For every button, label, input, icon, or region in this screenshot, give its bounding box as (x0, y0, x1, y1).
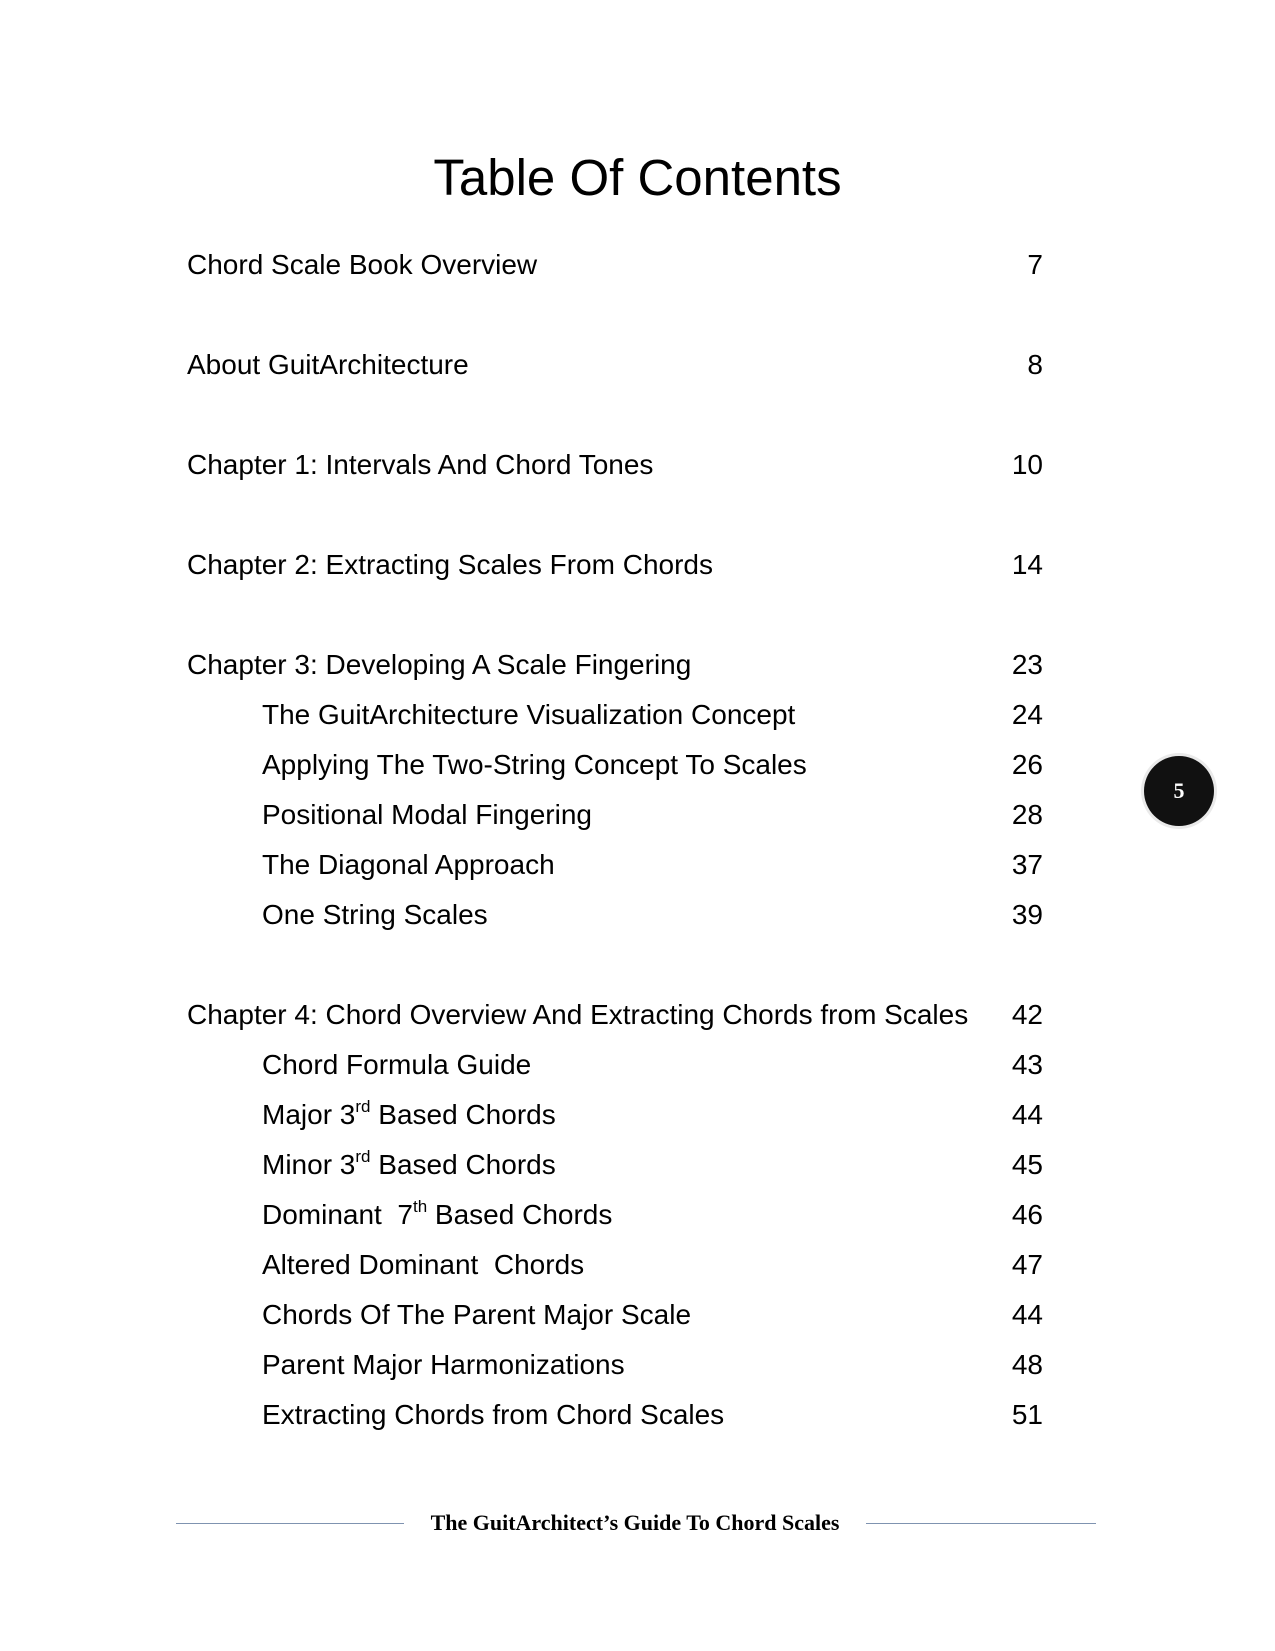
toc-subentry[interactable] (187, 1340, 1043, 1390)
title-text: Major 3 (262, 1099, 356, 1130)
toc-entry-page: 14 (1011, 549, 1043, 580)
toc-entry-chapter-4[interactable] (187, 990, 1043, 1040)
title-text: Minor 3 (262, 1149, 356, 1180)
ordinal-suffix: rd (355, 1097, 371, 1116)
toc-entry-title: The Diagonal Approach (262, 849, 555, 880)
toc-entry-chapter-3[interactable] (187, 640, 1043, 690)
page-title: Table Of Contents (433, 149, 842, 206)
toc-entry-title: Chord Scale Book Overview (187, 249, 538, 280)
title-text: Based Chords (370, 1149, 556, 1180)
toc-entry-page: 23 (1011, 649, 1043, 680)
toc-entry-title: One String Scales (262, 899, 488, 930)
page-number-badge: 5 (1144, 756, 1214, 826)
toc-entry-page: 48 (1011, 1349, 1043, 1380)
toc-entry-book-overview[interactable] (187, 240, 1043, 290)
toc-entry-title: Chapter 1: Intervals And Chord Tones (187, 449, 654, 480)
footer (176, 1508, 1096, 1538)
toc-subentry[interactable] (187, 690, 1043, 740)
toc-subentry[interactable] (187, 840, 1043, 890)
toc-entry-title: The GuitArchitecture Visualization Concept (262, 699, 796, 730)
footer-rule-right (866, 1523, 1096, 1524)
toc-entry-page: 51 (1011, 1399, 1043, 1430)
toc-subentry[interactable] (187, 1390, 1043, 1440)
toc-entry-page: 10 (1011, 449, 1043, 480)
toc-entry-page: 42 (1011, 999, 1043, 1030)
toc-entry-chapter-2[interactable] (187, 540, 1043, 590)
toc-subentry[interactable] (187, 1140, 1043, 1190)
toc-entry-title: Chapter 2: Extracting Scales From Chords (187, 549, 713, 580)
ordinal-suffix: rd (355, 1147, 371, 1166)
title-text: Based Chords (370, 1099, 556, 1130)
toc-entry-title: Applying The Two-String Concept To Scales (262, 749, 807, 780)
toc-subentry[interactable] (187, 1190, 1043, 1240)
toc-entry-title: Positional Modal Fingering (262, 799, 592, 830)
table-of-contents (187, 240, 1043, 1440)
title-text: Dominant 7 (262, 1199, 413, 1230)
ordinal-suffix: th (412, 1197, 428, 1216)
toc-entry-chapter-1[interactable] (187, 440, 1043, 490)
title-text: Based Chords (427, 1199, 613, 1230)
toc-entry-title: Extracting Chords from Chord Scales (262, 1399, 725, 1430)
toc-entry-page: 7 (1027, 249, 1043, 280)
toc-entry-page: 8 (1027, 349, 1043, 380)
toc-entry-title: Chord Formula Guide (262, 1049, 532, 1080)
toc-entry-about[interactable] (187, 340, 1043, 390)
toc-entry-page: 37 (1011, 849, 1043, 880)
toc-entry-page: 39 (1011, 899, 1043, 930)
toc-entry-title: Chapter 3: Developing A Scale Fingering (187, 649, 692, 680)
toc-entry-title: Chords Of The Parent Major Scale (262, 1299, 692, 1330)
toc-subentry[interactable] (187, 790, 1043, 840)
footer-rule-left (176, 1523, 404, 1524)
toc-entry-page: 28 (1011, 799, 1043, 830)
toc-entry-title: Altered Dominant Chords (262, 1249, 585, 1280)
toc-entry-page: 43 (1011, 1049, 1043, 1080)
toc-subentry[interactable] (187, 740, 1043, 790)
toc-entry-page: 47 (1011, 1249, 1043, 1280)
toc-entry-page: 44 (1011, 1099, 1043, 1130)
toc-subentry[interactable] (187, 890, 1043, 940)
toc-subentry[interactable] (187, 1290, 1043, 1340)
toc-entry-page: 46 (1011, 1199, 1043, 1230)
toc-entry-title (262, 1190, 612, 1240)
toc-entry-page: 45 (1011, 1149, 1043, 1180)
toc-entry-page: 44 (1011, 1299, 1043, 1330)
toc-entry-page: 24 (1011, 699, 1043, 730)
toc-entry-title: About GuitArchitecture (187, 349, 469, 380)
toc-subentry[interactable] (187, 1090, 1043, 1140)
footer-book-title: The GuitArchitect’s Guide To Chord Scales (430, 1510, 840, 1535)
toc-subentry[interactable] (187, 1040, 1043, 1090)
toc-entry-title (262, 1140, 556, 1190)
toc-entry-title (262, 1090, 556, 1140)
toc-entry-title: Chapter 4: Chord Overview And Extracting Chords from Scales (187, 999, 969, 1030)
toc-entry-page: 26 (1011, 749, 1043, 780)
toc-entry-title: Parent Major Harmonizations (262, 1349, 625, 1380)
toc-subentry[interactable] (187, 1240, 1043, 1290)
